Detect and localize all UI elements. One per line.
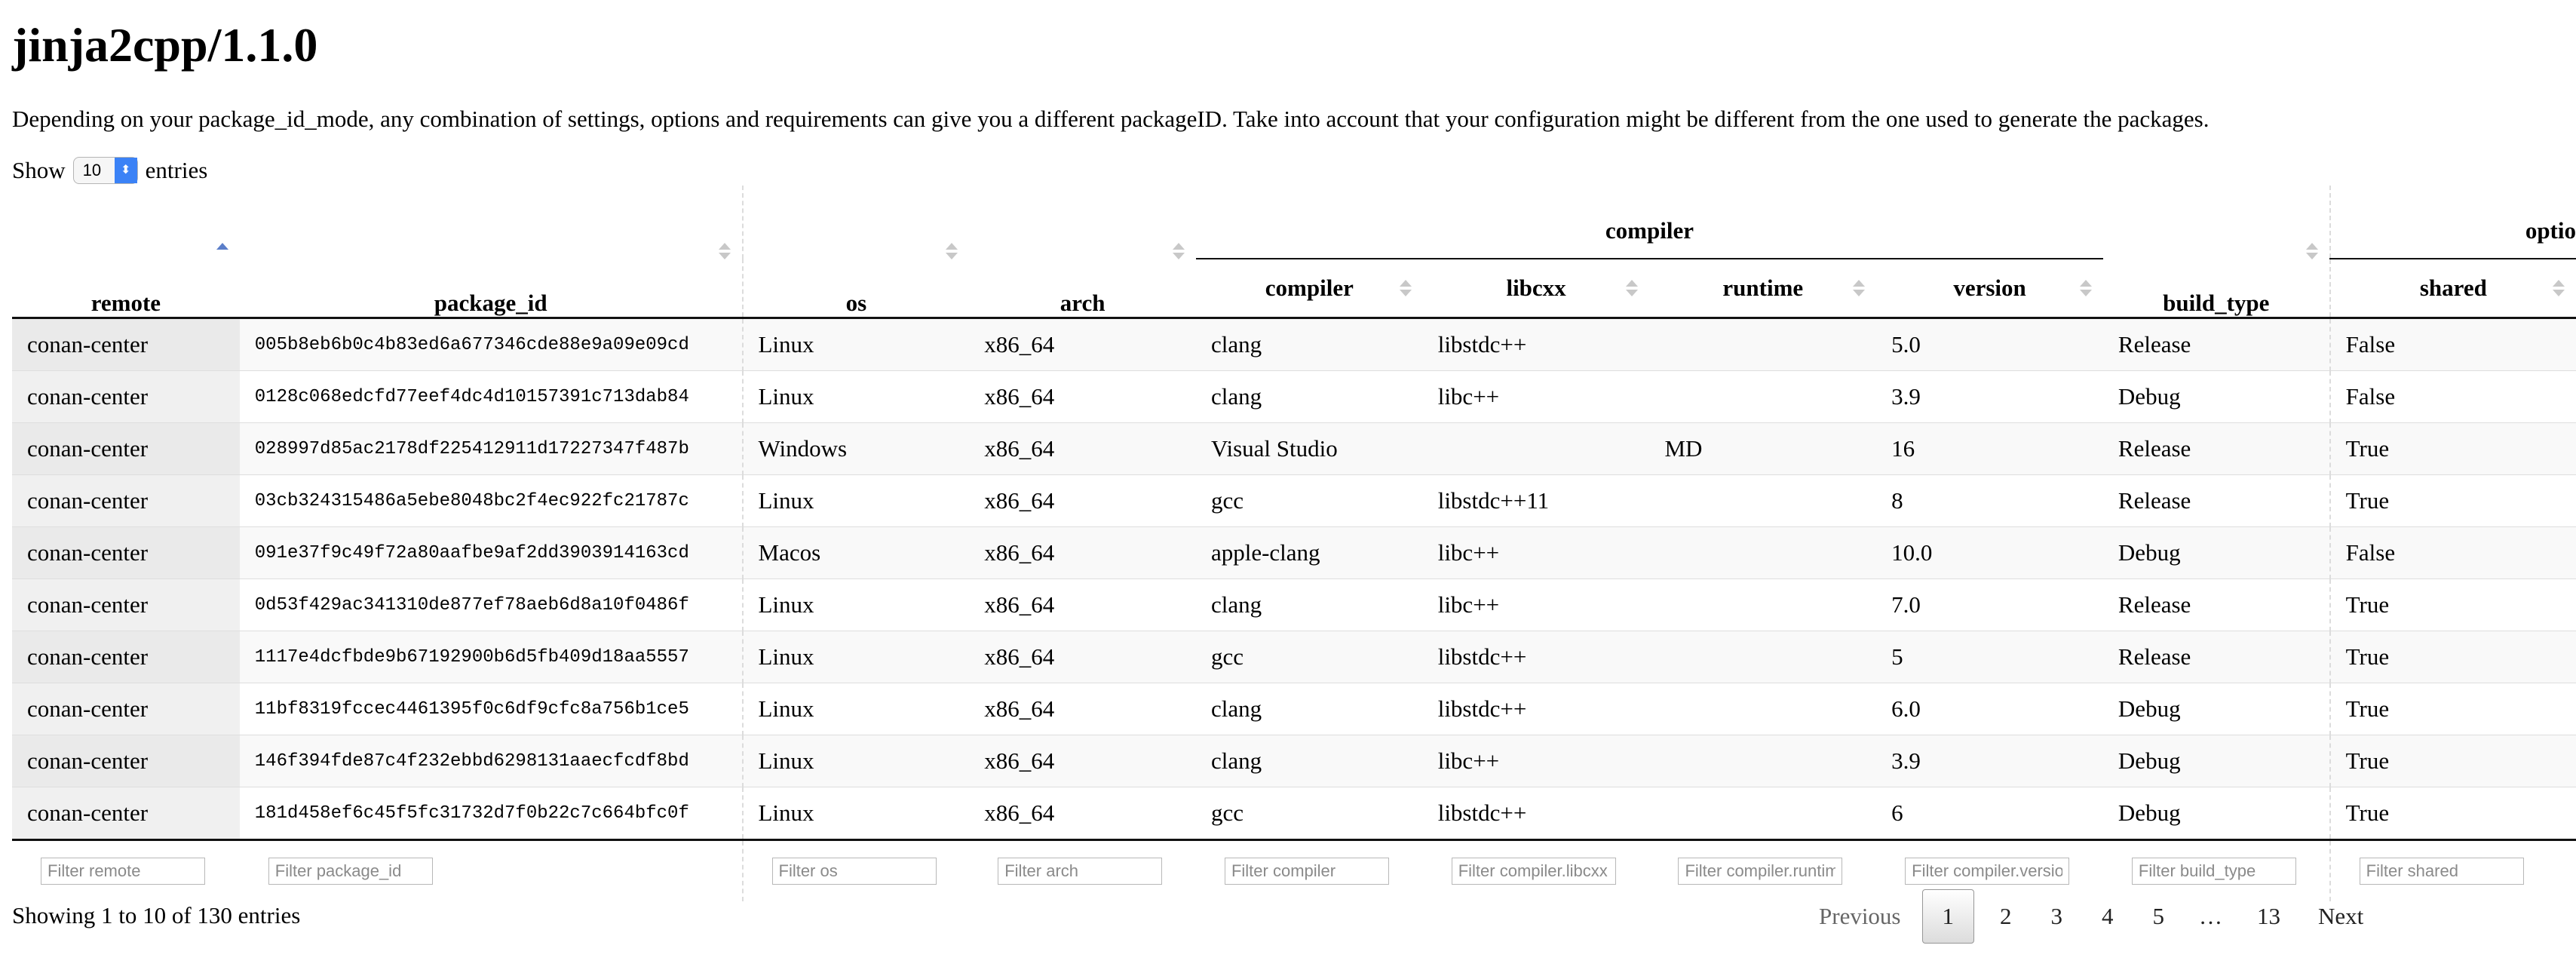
- cell-compiler: gcc: [1196, 787, 1423, 840]
- cell-remote: conan-center: [12, 787, 240, 840]
- cell-remote: conan-center: [12, 371, 240, 423]
- cell-runtime: MD: [1649, 423, 1876, 475]
- sort-icon: [1173, 241, 1184, 261]
- column-header-arch[interactable]: arch: [969, 186, 1196, 318]
- column-header-build-type[interactable]: build_type: [2103, 186, 2330, 318]
- cell-arch: x86_64: [969, 735, 1196, 787]
- column-header-compiler[interactable]: compiler: [1196, 259, 1423, 318]
- cell-compiler: clang: [1196, 735, 1423, 787]
- page-title: jinja2cpp/1.1.0: [12, 18, 318, 72]
- cell-remote: conan-center: [12, 735, 240, 787]
- cell-build-type: Debug: [2103, 787, 2330, 840]
- sort-icon: [2081, 278, 2091, 298]
- cell-runtime: [1649, 527, 1876, 579]
- cell-runtime: [1649, 735, 1876, 787]
- cell-compiler: Visual Studio: [1196, 423, 1423, 475]
- pagination-page-2[interactable]: 2: [2000, 903, 2012, 929]
- table-row: [12, 683, 2576, 735]
- column-header-os[interactable]: os: [743, 186, 970, 318]
- packages-table: [12, 186, 2576, 901]
- cell-package-id: 03cb324315486a5ebe8048bc2f4ec922fc21787c: [240, 475, 743, 527]
- entries-per-page-value: 10: [82, 161, 102, 180]
- cell-build-type: Release: [2103, 579, 2330, 631]
- cell-shared: True: [2330, 683, 2576, 735]
- table-row: [12, 423, 2576, 475]
- cell-version: 3.9: [1876, 371, 2103, 423]
- cell-shared: True: [2330, 631, 2576, 683]
- cell-compiler: gcc: [1196, 631, 1423, 683]
- cell-version: 16: [1876, 423, 2103, 475]
- cell-compiler: clang: [1196, 318, 1423, 371]
- cell-build-type: Debug: [2103, 371, 2330, 423]
- cell-libcxx: libc++: [1423, 579, 1650, 631]
- cell-shared: True: [2330, 579, 2576, 631]
- cell-libcxx: libc++: [1423, 371, 1650, 423]
- sort-icon: [2553, 278, 2564, 298]
- sort-ascending-icon: [217, 241, 228, 261]
- cell-shared: True: [2330, 475, 2576, 527]
- cell-build-type: Release: [2103, 423, 2330, 475]
- pagination-page-last[interactable]: 13: [2257, 903, 2280, 929]
- pagination-next[interactable]: Next: [2318, 903, 2364, 929]
- filter-runtime-input[interactable]: [1678, 858, 1842, 885]
- cell-shared: False: [2330, 318, 2576, 371]
- cell-remote: conan-center: [12, 527, 240, 579]
- cell-package-id: 091e37f9c49f72a80aafbe9af2dd3903914163cd: [240, 527, 743, 579]
- cell-libcxx: libc++: [1423, 527, 1650, 579]
- cell-libcxx: libstdc++: [1423, 318, 1650, 371]
- cell-package-id: 11bf8319fccec4461395f0c6df9cfc8a756b1ce5: [240, 683, 743, 735]
- table-row: [12, 527, 2576, 579]
- cell-os: Linux: [743, 371, 970, 423]
- cell-version: 6: [1876, 787, 2103, 840]
- cell-libcxx: libstdc++: [1423, 631, 1650, 683]
- cell-runtime: [1649, 787, 1876, 840]
- pagination-ellipsis: …: [2199, 903, 2222, 929]
- cell-arch: x86_64: [969, 683, 1196, 735]
- cell-shared: False: [2330, 371, 2576, 423]
- cell-os: Windows: [743, 423, 970, 475]
- sort-icon: [2307, 241, 2317, 261]
- sort-icon: [946, 241, 957, 261]
- column-header-runtime[interactable]: runtime: [1649, 259, 1876, 318]
- cell-os: Linux: [743, 683, 970, 735]
- filter-compiler-input[interactable]: [1225, 858, 1389, 885]
- cell-shared: True: [2330, 735, 2576, 787]
- cell-package-id: 146f394fde87c4f232ebbd6298131aaecfcdf8bd: [240, 735, 743, 787]
- cell-arch: x86_64: [969, 318, 1196, 371]
- cell-libcxx: libstdc++11: [1423, 475, 1650, 527]
- cell-os: Linux: [743, 631, 970, 683]
- table-row: [12, 318, 2576, 371]
- cell-package-id: 028997d85ac2178df225412911d17227347f487b: [240, 423, 743, 475]
- cell-version: 5.0: [1876, 318, 2103, 371]
- filter-os-input[interactable]: [772, 858, 937, 885]
- cell-remote: conan-center: [12, 683, 240, 735]
- entries-length-control: [12, 152, 207, 189]
- filter-version-input[interactable]: [1905, 858, 2069, 885]
- cell-build-type: Release: [2103, 318, 2330, 371]
- cell-package-id: 181d458ef6c45f5fc31732d7f0b22c7c664bfc0f: [240, 787, 743, 840]
- pagination-pages: [1922, 889, 2185, 944]
- cell-version: 7.0: [1876, 579, 2103, 631]
- cell-package-id: 005b8eb6b0c4b83ed6a677346cde88e9a09e09cd: [240, 318, 743, 371]
- pagination-page-3[interactable]: 3: [2050, 903, 2062, 929]
- cell-libcxx: libstdc++: [1423, 683, 1650, 735]
- filter-libcxx-input[interactable]: [1452, 858, 1616, 885]
- table-row: [12, 735, 2576, 787]
- cell-os: Linux: [743, 318, 970, 371]
- cell-runtime: [1649, 579, 1876, 631]
- table-row: [12, 579, 2576, 631]
- cell-remote: conan-center: [12, 579, 240, 631]
- filter-remote-input[interactable]: [41, 858, 205, 885]
- cell-remote: conan-center: [12, 475, 240, 527]
- column-header-remote[interactable]: remote: [12, 186, 240, 318]
- cell-build-type: Debug: [2103, 683, 2330, 735]
- column-header-package-id[interactable]: package_id: [240, 186, 743, 318]
- sort-icon: [1400, 278, 1411, 298]
- filter-package-id-input[interactable]: [268, 858, 433, 885]
- cell-libcxx: libc++: [1423, 735, 1650, 787]
- cell-shared: True: [2330, 423, 2576, 475]
- cell-build-type: Debug: [2103, 735, 2330, 787]
- cell-arch: x86_64: [969, 475, 1196, 527]
- cell-version: 10.0: [1876, 527, 2103, 579]
- cell-build-type: Release: [2103, 631, 2330, 683]
- packages-table-container: [12, 186, 2576, 885]
- cell-build-type: Release: [2103, 475, 2330, 527]
- cell-remote: conan-center: [12, 423, 240, 475]
- show-label: Show: [12, 157, 66, 183]
- cell-shared: True: [2330, 787, 2576, 840]
- cell-libcxx: [1423, 423, 1650, 475]
- entries-per-page-select[interactable]: [73, 157, 138, 184]
- entries-label: entries: [145, 157, 208, 183]
- cell-os: Linux: [743, 579, 970, 631]
- cell-shared: False: [2330, 527, 2576, 579]
- sort-icon: [719, 241, 730, 261]
- pagination: [1807, 888, 2375, 944]
- cell-version: 3.9: [1876, 735, 2103, 787]
- cell-os: Linux: [743, 735, 970, 787]
- column-header-version[interactable]: version: [1876, 259, 2103, 318]
- sort-icon: [1854, 278, 1864, 298]
- cell-remote: conan-center: [12, 631, 240, 683]
- pagination-page-4[interactable]: 4: [2102, 903, 2114, 929]
- cell-arch: x86_64: [969, 371, 1196, 423]
- table-row: [12, 787, 2576, 840]
- sort-icon: [1627, 278, 1637, 298]
- cell-os: Linux: [743, 787, 970, 840]
- table-row: [12, 475, 2576, 527]
- cell-package-id: 0128c068edcfd77eef4dc4d10157391c713dab84: [240, 371, 743, 423]
- cell-compiler: clang: [1196, 683, 1423, 735]
- filter-arch-input[interactable]: [998, 858, 1162, 885]
- cell-arch: x86_64: [969, 631, 1196, 683]
- page-description: Depending on your package_id_mode, any combination of settings, options and requirements can give you a different packageID. Take into account that your configuration might be different from the one used to generate the packages.: [12, 106, 2210, 132]
- cell-compiler: gcc: [1196, 475, 1423, 527]
- cell-arch: x86_64: [969, 423, 1196, 475]
- cell-arch: x86_64: [969, 579, 1196, 631]
- cell-version: 5: [1876, 631, 2103, 683]
- cell-package-id: 0d53f429ac341310de877ef78aeb6d8a10f0486f: [240, 579, 743, 631]
- cell-os: Linux: [743, 475, 970, 527]
- filter-shared-input[interactable]: [2360, 858, 2524, 885]
- table-row: [12, 631, 2576, 683]
- cell-runtime: [1649, 631, 1876, 683]
- cell-remote: conan-center: [12, 318, 240, 371]
- cell-compiler: clang: [1196, 371, 1423, 423]
- column-group-compiler: compiler: [1196, 186, 2103, 259]
- cell-runtime: [1649, 475, 1876, 527]
- column-group-options: optio: [2330, 186, 2576, 259]
- pagination-previous[interactable]: Previous: [1819, 903, 1901, 929]
- cell-build-type: Debug: [2103, 527, 2330, 579]
- filter-build-type-input[interactable]: [2132, 858, 2296, 885]
- cell-version: 6.0: [1876, 683, 2103, 735]
- cell-arch: x86_64: [969, 527, 1196, 579]
- select-arrows-icon: ⬍: [115, 158, 137, 183]
- cell-package-id: 1117e4dcfbde9b67192900b6d5fb409d18aa5557: [240, 631, 743, 683]
- cell-os: Macos: [743, 527, 970, 579]
- cell-runtime: [1649, 371, 1876, 423]
- pagination-page-1[interactable]: 1: [1922, 889, 1975, 944]
- cell-libcxx: libstdc++: [1423, 787, 1650, 840]
- column-header-libcxx[interactable]: libcxx: [1423, 259, 1650, 318]
- cell-version: 8: [1876, 475, 2103, 527]
- cell-compiler: apple-clang: [1196, 527, 1423, 579]
- cell-compiler: clang: [1196, 579, 1423, 631]
- table-row: [12, 371, 2576, 423]
- cell-arch: x86_64: [969, 787, 1196, 840]
- column-header-shared[interactable]: shared: [2330, 259, 2576, 318]
- cell-runtime: [1649, 318, 1876, 371]
- cell-runtime: [1649, 683, 1876, 735]
- table-info: Showing 1 to 10 of 130 entries: [12, 902, 301, 928]
- pagination-page-5[interactable]: 5: [2152, 903, 2164, 929]
